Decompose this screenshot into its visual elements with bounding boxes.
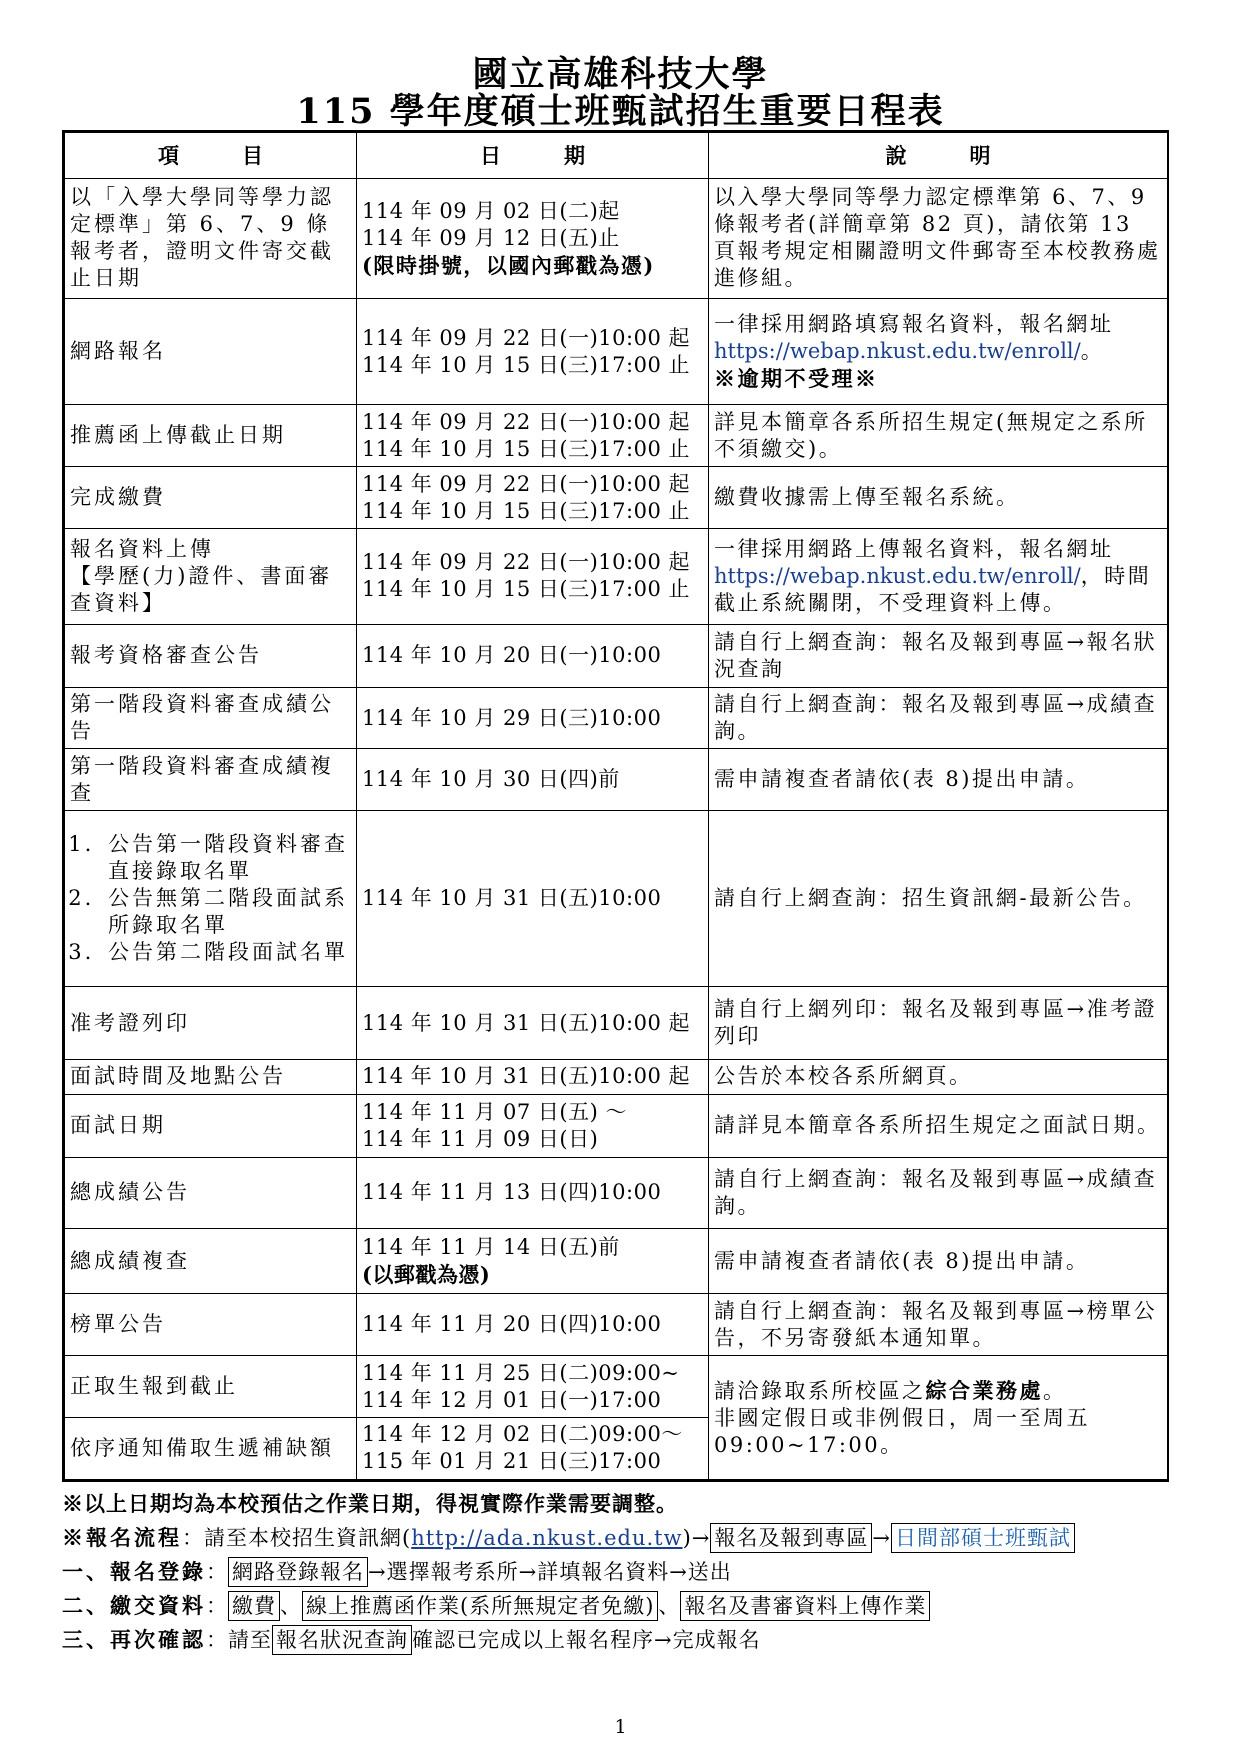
date-start: 114 年 11 月 25 日(二)09:00~ bbox=[362, 1360, 680, 1385]
table-row bbox=[65, 1157, 1168, 1229]
row-date bbox=[357, 1356, 709, 1418]
row-item: 依序通知備取生遞補缺額 bbox=[65, 1417, 357, 1479]
flow-label: ※報名流程 bbox=[62, 1525, 182, 1550]
step-text: →選擇報考系所→詳填報名資料→送出 bbox=[368, 1560, 732, 1584]
page-number: 1 bbox=[614, 1716, 627, 1738]
list-item: 2. 公告無第二階段面試系所錄取名單 bbox=[104, 885, 351, 939]
row-date bbox=[357, 467, 709, 529]
desc-text: 一律採用網路上傳報名資料，報名網址 bbox=[714, 536, 1114, 561]
row-desc: 請自行上網查詢：報名及報到專區→榜單公告，不另寄發紙本通知單。 bbox=[709, 1294, 1168, 1356]
registration-flow bbox=[62, 1521, 1182, 1555]
step-sep: 、 bbox=[658, 1594, 681, 1618]
row-desc: 請自行上網列印：報名及報到專區→准考證列印 bbox=[709, 987, 1168, 1060]
row-item bbox=[65, 811, 357, 987]
row-item: 總成績複查 bbox=[65, 1229, 357, 1294]
row-item: 網路報名 bbox=[65, 299, 357, 405]
announcement-list bbox=[70, 831, 351, 966]
table-row bbox=[65, 1059, 1168, 1094]
row-date: 114 年 10 月 30 日(四)前 bbox=[357, 749, 709, 811]
row-date: 114 年 11 月 20 日(四)10:00 bbox=[357, 1294, 709, 1356]
step-colon: ： bbox=[206, 1560, 228, 1584]
desc-text: 請洽錄取系所校區之 bbox=[714, 1378, 926, 1403]
row-item: 報考資格審查公告 bbox=[65, 624, 357, 687]
row-item: 第一階段資料審查成績複查 bbox=[65, 749, 357, 811]
table-row bbox=[65, 1229, 1168, 1294]
row-date bbox=[357, 529, 709, 625]
admissions-site-link[interactable]: http://ada.nkust.edu.tw bbox=[411, 1526, 683, 1550]
row-desc: 請自行上網查詢：報名及報到專區→報名狀況查詢 bbox=[709, 624, 1168, 687]
step-colon: ： bbox=[206, 1594, 228, 1618]
office-name: 綜合業務處 bbox=[925, 1377, 1043, 1403]
row-date bbox=[357, 299, 709, 405]
flow-step-box: 報名及書審資料上傳作業 bbox=[680, 1591, 930, 1621]
table-row bbox=[65, 405, 1168, 467]
date-note: (限時掛號，以國內郵戳為憑) bbox=[362, 252, 655, 278]
table-row bbox=[65, 987, 1168, 1060]
flow-step-box: 線上推薦函作業(系所無規定者免繳) bbox=[302, 1591, 658, 1621]
flow-step-box: 日間部碩士班甄試 bbox=[891, 1523, 1075, 1553]
date-end: 114 年 11 月 09 日(日) bbox=[362, 1126, 599, 1151]
enroll-link[interactable]: https://webap.nkust.edu.tw/enroll/ bbox=[714, 339, 1081, 364]
row-item: 面試時間及地點公告 bbox=[65, 1059, 357, 1094]
desc-punct: 。 bbox=[1043, 1378, 1067, 1403]
schedule-table bbox=[64, 132, 1168, 1480]
table-row bbox=[65, 1294, 1168, 1356]
row-item: 以「入學大學同等學力認定標準」第 6、7、9 條報考者，證明文件寄交截止日期 bbox=[65, 178, 357, 298]
date-start: 114 年 12 月 02 日(二)09:00～ bbox=[362, 1422, 683, 1447]
table-row bbox=[65, 749, 1168, 811]
late-warning: ※逾期不受理※ bbox=[714, 366, 879, 392]
flow-text: ：請至本校招生資訊網( bbox=[182, 1526, 412, 1550]
enroll-link[interactable]: https://webap.nkust.edu.tw/enroll/ bbox=[714, 563, 1081, 588]
row-desc bbox=[709, 1356, 1168, 1480]
table-row bbox=[65, 178, 1168, 298]
table-header-row bbox=[65, 133, 1168, 179]
schedule-disclaimer: ※以上日期均為本校預估之作業日期，得視實際作業需要調整。 bbox=[62, 1491, 678, 1516]
date-end: 115 年 01 月 21 日(三)17:00 bbox=[362, 1449, 662, 1474]
date-end: 114 年 10 月 15 日(三)17:00 止 bbox=[362, 498, 690, 523]
row-desc: 需申請複查者請依(表 8)提出申請。 bbox=[709, 1229, 1168, 1294]
step-text: ：請至 bbox=[206, 1628, 272, 1652]
row-date bbox=[357, 1417, 709, 1479]
row-desc: 請自行上網查詢：招生資訊網-最新公告。 bbox=[709, 811, 1168, 987]
row-date: 114 年 10 月 31 日(五)10:00 bbox=[357, 811, 709, 987]
row-date: 114 年 10 月 31 日(五)10:00 起 bbox=[357, 1059, 709, 1094]
row-date: 114 年 10 月 31 日(五)10:00 起 bbox=[357, 987, 709, 1060]
date-start: 114 年 09 月 22 日(一)10:00 起 bbox=[362, 325, 690, 350]
row-desc: 公告於本校各系所網頁。 bbox=[709, 1059, 1168, 1094]
row-item bbox=[65, 529, 357, 625]
row-item: 總成績公告 bbox=[65, 1157, 357, 1229]
header-desc: 說 明 bbox=[709, 133, 1168, 179]
step-two bbox=[62, 1589, 1182, 1623]
document-subtitle: 115 學年度碩士班甄試招生重要日程表 bbox=[296, 91, 945, 132]
date-end: 114 年 12 月 01 日(一)17:00 bbox=[362, 1387, 662, 1412]
row-desc bbox=[709, 299, 1168, 405]
row-item: 正取生報到截止 bbox=[65, 1356, 357, 1418]
row-date bbox=[357, 1094, 709, 1157]
item-line: 報名資料上傳 bbox=[70, 536, 214, 561]
date-end: 114 年 09 月 12 日(五)止 bbox=[362, 225, 620, 250]
desc-text: ，時間截止系統關閉，不受理資料上傳。 bbox=[714, 563, 1152, 615]
step-three bbox=[62, 1623, 1182, 1657]
table-row bbox=[65, 624, 1168, 687]
header-item: 項 目 bbox=[65, 133, 357, 179]
table-row bbox=[65, 529, 1168, 625]
step-text: 確認已完成以上報名程序→完成報名 bbox=[412, 1628, 761, 1652]
row-desc: 請自行上網查詢：報名及報到專區→成績查詢。 bbox=[709, 1157, 1168, 1229]
date-start: 114 年 09 月 22 日(一)10:00 起 bbox=[362, 550, 690, 575]
list-item: 3. 公告第二階段面試名單 bbox=[104, 939, 351, 966]
document-title: 國立高雄科技大學 bbox=[472, 54, 769, 95]
flow-close: )→ bbox=[682, 1526, 711, 1550]
row-date bbox=[357, 1229, 709, 1294]
flow-step-box: 網路登錄報名 bbox=[228, 1557, 368, 1587]
desc-text: 一律採用網路填寫報名資料，報名網址 bbox=[714, 312, 1114, 337]
date-start: 114 年 11 月 14 日(五)前 bbox=[362, 1235, 620, 1260]
date-start: 114 年 09 月 22 日(一)10:00 起 bbox=[362, 409, 690, 434]
list-item: 1. 公告第一階段資料審查直接錄取名單 bbox=[104, 831, 351, 885]
header-date: 日 期 bbox=[357, 133, 709, 179]
flow-step-box: 報名及報到專區 bbox=[710, 1523, 872, 1553]
row-date bbox=[357, 178, 709, 298]
row-date: 114 年 10 月 20 日(一)10:00 bbox=[357, 624, 709, 687]
row-desc: 以入學大學同等學力認定標準第 6、7、9 條報考者(詳簡章第 82 頁)，請依第 13 頁報考規定相關證明文件郵寄至本校教務處進修組。 bbox=[709, 178, 1168, 298]
step-one bbox=[62, 1555, 1182, 1589]
date-note: (以郵戳為憑) bbox=[362, 1262, 491, 1288]
row-item: 准考證列印 bbox=[65, 987, 357, 1060]
notes-section bbox=[62, 1487, 1182, 1657]
date-start: 114 年 09 月 02 日(二)起 bbox=[362, 198, 620, 223]
table-row bbox=[65, 299, 1168, 405]
row-desc: 請自行上網查詢：報名及報到專區→成績查詢。 bbox=[709, 687, 1168, 749]
row-date: 114 年 11 月 13 日(四)10:00 bbox=[357, 1157, 709, 1229]
row-item: 推薦函上傳截止日期 bbox=[65, 405, 357, 467]
row-date bbox=[357, 405, 709, 467]
desc-hours: 非國定假日或非例假日，周一至周五 09:00~17:00。 bbox=[714, 1405, 1090, 1457]
row-item: 面試日期 bbox=[65, 1094, 357, 1157]
date-end: 114 年 10 月 15 日(三)17:00 止 bbox=[362, 352, 690, 377]
step-label: 一、報名登錄 bbox=[62, 1559, 206, 1584]
flow-step-box: 報名狀況查詢 bbox=[272, 1625, 412, 1655]
item-line: 【學歷(力)證件、書面審查資料】 bbox=[70, 563, 333, 615]
flow-step-box: 繳費 bbox=[228, 1591, 280, 1621]
table-row bbox=[65, 467, 1168, 529]
row-date: 114 年 10 月 29 日(三)10:00 bbox=[357, 687, 709, 749]
date-start: 114 年 09 月 22 日(一)10:00 起 bbox=[362, 471, 690, 496]
table-row bbox=[65, 811, 1168, 987]
row-item: 完成繳費 bbox=[65, 467, 357, 529]
date-end: 114 年 10 月 15 日(三)17:00 止 bbox=[362, 436, 690, 461]
row-item: 榜單公告 bbox=[65, 1294, 357, 1356]
table-row bbox=[65, 1356, 1168, 1418]
step-sep: 、 bbox=[280, 1594, 302, 1618]
row-desc: 請詳見本簡章各系所招生規定之面試日期。 bbox=[709, 1094, 1168, 1157]
date-end: 114 年 10 月 15 日(三)17:00 止 bbox=[362, 577, 690, 602]
table-row bbox=[65, 687, 1168, 749]
row-desc: 詳見本簡章各系所招生規定(無規定之系所不須繳交)。 bbox=[709, 405, 1168, 467]
row-desc bbox=[709, 529, 1168, 625]
row-item: 第一階段資料審查成績公告 bbox=[65, 687, 357, 749]
table-row bbox=[65, 1094, 1168, 1157]
desc-punct: 。 bbox=[1080, 339, 1105, 364]
step-label: 三、再次確認 bbox=[62, 1627, 206, 1652]
flow-arrow: → bbox=[872, 1526, 891, 1550]
row-desc: 繳費收據需上傳至報名系統。 bbox=[709, 467, 1168, 529]
schedule-table-frame bbox=[62, 130, 1169, 1482]
step-label: 二、繳交資料 bbox=[62, 1593, 206, 1618]
row-desc: 需申請複查者請依(表 8)提出申請。 bbox=[709, 749, 1168, 811]
date-start: 114 年 11 月 07 日(五) ～ bbox=[362, 1099, 627, 1124]
